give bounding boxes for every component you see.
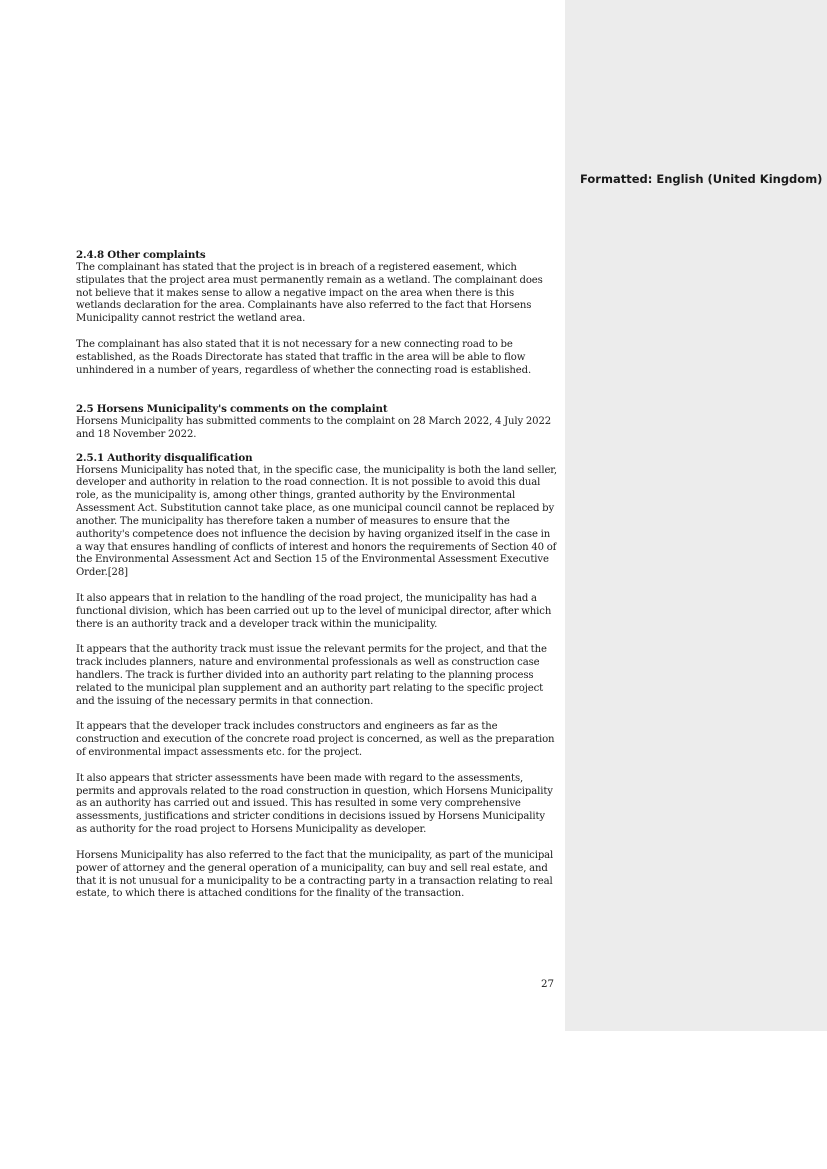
paragraph: Horsens Municipality has noted that, in the specific case, the municipality is both the land seller, developer and authority in relation to the road connection. It is not possible to avoid this dual role, as the municipality is, among other things, granted authority by the Environmental Assessment Act. Substitution cannot take place, as one municipal council cannot be replaced by another. The municipality has therefore taken a number of measures to ensure that the authority's competence does not influence the decision by having organized itself in the case in a way that ensures handling of conflicts of interest and honors the requirements of Section 40 of the Environmental Assessment Act and Section 15 of the Environmental Assessment Executive Order.[28] xyxy=(76,464,557,579)
paragraph: The complainant has stated that the project is in breach of a registered easement, which stipulates that the project area must permanently remain as a wetland. The complainant does not believe that it makes sense to allow a negative impact on the area when there is this wetlands declaration for the area. Complainants have also referred to the fact that Horsens Municipality cannot restrict the wetland area. xyxy=(76,261,543,325)
heading-2-5: 2.5 Horsens Municipality's comments on the complaint xyxy=(76,403,388,416)
paragraph: It also appears that in relation to the handling of the road project, the municipality has had a functional division, which has been carried out up to the level of municipal director, after which there is an authority track and a developer track within the municipality. xyxy=(76,592,552,630)
paragraph: Horsens Municipality has also referred to the fact that the municipality, as part of the municipal power of attorney and the general operation of a municipality, can buy and sell real estate, and that it is not unusual for a municipality to be a contracting party in a transaction relating to real estate, to which there is attached conditions for the finality of the transaction. xyxy=(76,849,554,900)
heading-2-4-8: 2.4.8 Other complaints xyxy=(76,249,206,261)
paragraph: Horsens Municipality has submitted comments to the complaint on 28 March 2022, 4 July 2022 and 18 November 2022. xyxy=(76,415,552,440)
heading-2-5-1: 2.5.1 Authority disqualification xyxy=(76,451,253,464)
paragraph: It also appears that stricter assessments have been made with regard to the assessments, permits and approvals related to the road construction in question, which Horsens Municipality as an authority has carried out and issued. This has resulted in some very comprehensive assessments, justifications and stricter conditions in decisions issued by Horsens Municipality as authority for the road project to Horsens Municipality as developer. xyxy=(76,772,553,836)
format-comment[interactable]: Formatted: English (United Kingdom) xyxy=(580,172,823,186)
page-number: 27 xyxy=(541,978,555,990)
document-body xyxy=(76,249,558,901)
paragraph: The complainant has also stated that it is not necessary for a new connecting road to be established, as the Roads Directorate has stated that traffic in the area will be able to flow unhindered in a number of years, regardless of whether the connecting road is established. xyxy=(76,338,532,376)
comment-pane xyxy=(565,0,827,1031)
paragraph: It appears that the authority track must issue the relevant permits for the project, and that the track includes planners, nature and environmental professionals as well as construction case handlers. The track is further divided into an authority part relating to the planning process related to the municipal plan supplement and an authority part relating to the specific project and the issuing of the necessary permits in that connection. xyxy=(76,644,547,707)
paragraph: It appears that the developer track includes constructors and engineers as far as the construction and execution of the concrete road project is concerned, as well as the preparation of environmental impact assessments etc. for the project. xyxy=(76,721,555,759)
